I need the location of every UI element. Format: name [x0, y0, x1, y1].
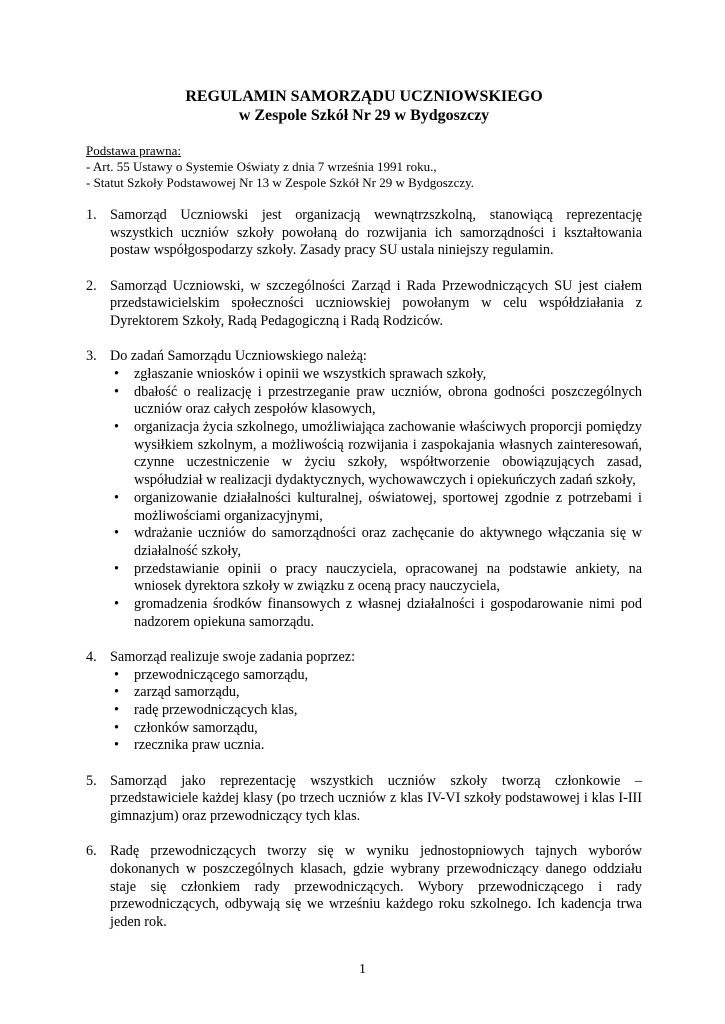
section-2 — [86, 278, 642, 331]
list-item: • dbałość o realizację i przestrzeganie praw uczniów, obrona godności poszczególnych uczniów oraz całych zespołów klasowych, — [110, 384, 642, 419]
legal-basis-line: - Statut Szkoły Podstawowej Nr 13 w Zespole Szkół Nr 29 w Bydgoszczy. — [86, 175, 475, 190]
means-list — [110, 667, 642, 756]
list-item: • zgłaszanie wniosków i opinii we wszystkich sprawach szkoły, — [110, 366, 642, 384]
list-item: • organizacja życia szkolnego, umożliwiająca zachowanie właściwych proporcji pomiędzy wysiłkiem szkolnym, a możliwością rozwijania i zaspokajania własnych zainteresowań, czynne uczestniczenie w życiu szkoły, współtworzenie obowiązujących zasad, współudział w realizacji dydaktycznych, wychowawczych i opiekuńczych zadań szkoły, — [110, 419, 642, 490]
section-6 — [86, 843, 642, 932]
section-number: 2. — [86, 277, 97, 294]
section-number: 3. — [86, 348, 97, 365]
list-item: • radę przewodniczących klas, — [110, 702, 642, 720]
section-text: Radę przewodniczących tworzy się w wyniku jednostopniowych tajnych wyborów dokonanych w poszczególnych klasach, gdzie wybrany przewodniczący danego oddziału staje się członkiem rady przewodniczących. Wybory przewodniczącego i rady przewodniczących, odbywają się we wrześniu każdego roku szkolnego. Ich kadencja trwa jeden rok. — [110, 843, 642, 931]
list-item: • gromadzenia środków finansowych z własnej działalności i gospodarowanie nimi pod nadzorem opiekuna samorządu. — [110, 596, 642, 631]
section-text: Samorząd jako reprezentację wszystkich uczniów szkoły tworzą członkowie – przedstawiciele każdej klasy (po trzech uczniów z klas IV-VI szkoły podstawowej i klas I-III gimnazjum) oraz przewodniczący tych klas. — [110, 772, 642, 825]
section-text: Samorząd Uczniowski jest organizacją wewnątrzszkolną, stanowiącą reprezentację wszystkich uczniów szkoły powołaną do rozwijania ich samorządności i kształtowania postaw współgospodarzy szkoły. Zasady pracy SU ustala niniejszy regulamin. — [110, 207, 642, 259]
list-item: • wdrażanie uczniów do samorządności oraz zachęcanie do aktywnego włączania się w działalność szkoły, — [110, 525, 642, 560]
section-4 — [86, 649, 642, 755]
document-subtitle: w Zespole Szkół Nr 29 w Bydgoszczy — [238, 107, 490, 124]
section-number: 4. — [86, 648, 97, 665]
section-text: Samorząd realizuje swoje zadania poprzez: — [110, 648, 356, 665]
legal-basis-heading: Podstawa prawna: — [86, 143, 181, 158]
list-item: • zarząd samorządu, — [110, 684, 642, 702]
task-list — [110, 366, 642, 632]
document-title: REGULAMIN SAMORZĄDU UCZNIOWSKIEGO — [185, 88, 543, 105]
section-text: Samorząd Uczniowski, w szczególności Zarząd i Rada Przewodniczących SU jest ciałem przedstawicielskim społeczności uczniowskiej powołanym w celu współdziałania z Dyrektorem Szkoły, Radą Pedagogiczną i Radą Rodziców. — [110, 277, 642, 330]
list-item: • przewodniczącego samorządu, — [110, 667, 642, 685]
section-5 — [86, 773, 642, 826]
section-number: 1. — [86, 207, 97, 223]
regulation-sections — [86, 207, 642, 932]
list-item: • przedstawianie opinii o pracy nauczyciela, opracowanej na podstawie ankiety, na wniosek dyrektora szkoły w związku z oceną pracy nauczyciela, — [110, 561, 642, 596]
section-text: Do zadań Samorządu Uczniowskiego należą: — [110, 348, 367, 365]
legal-basis — [86, 143, 642, 191]
section-number: 6. — [86, 843, 97, 860]
list-item: • rzecznika praw ucznia. — [110, 737, 642, 755]
page-number: 1 — [359, 962, 366, 977]
list-item: • organizowanie działalności kulturalnej, oświatowej, sportowej zgodnie z potrzebami i możliwościami organizacyjnymi, — [110, 490, 642, 525]
legal-basis-line: - Art. 55 Ustawy o Systemie Oświaty z dnia 7 września 1991 roku., — [86, 159, 437, 174]
section-3 — [86, 348, 642, 631]
section-number: 5. — [86, 772, 97, 789]
list-item: • członków samorządu, — [110, 720, 642, 738]
section-1 — [86, 207, 642, 260]
